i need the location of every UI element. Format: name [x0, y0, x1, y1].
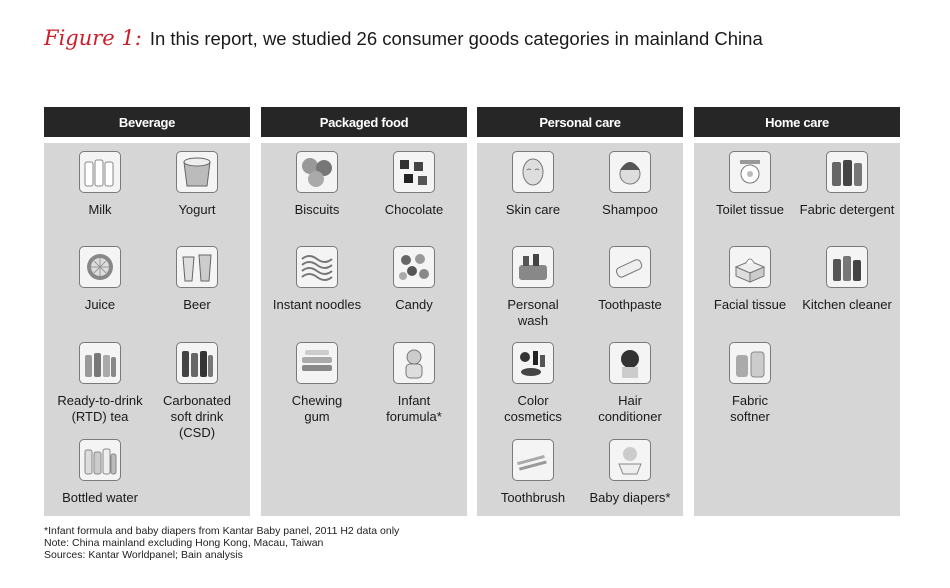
category-label: Hair conditioner	[598, 393, 662, 424]
category-label: Kitchen cleaner	[802, 297, 892, 312]
category-label: Bottled water	[62, 490, 138, 505]
personal-wash-icon	[512, 246, 554, 288]
category-item	[578, 342, 682, 425]
category-column	[694, 107, 900, 516]
category-column	[477, 107, 683, 516]
category-item	[481, 342, 585, 425]
footnotes	[44, 525, 399, 561]
category-item	[145, 246, 249, 313]
column-body	[44, 143, 250, 516]
column-body	[261, 143, 467, 516]
baby-diapers-icon	[609, 439, 651, 481]
category-label: Personal wash	[507, 297, 559, 328]
category-item	[481, 246, 585, 329]
beer-glasses-icon	[176, 246, 218, 288]
category-label: Ready-to-drink (RTD) tea	[57, 393, 143, 424]
category-item	[48, 246, 152, 313]
category-label: Milk	[88, 202, 112, 217]
category-item	[265, 151, 369, 218]
category-item	[578, 246, 682, 313]
category-label: Infant forumula*	[386, 393, 442, 424]
category-item	[48, 439, 152, 506]
figure-label: Figure 1:	[44, 26, 142, 50]
category-item	[795, 151, 899, 218]
column-body	[694, 143, 900, 516]
category-item	[265, 342, 369, 425]
category-item	[362, 342, 466, 425]
category-item	[698, 342, 802, 425]
chocolate-icon	[393, 151, 435, 193]
toothpaste-icon	[609, 246, 651, 288]
yogurt-cup-icon	[176, 151, 218, 193]
category-label: Toothbrush	[500, 490, 566, 505]
category-label: Chocolate	[384, 202, 444, 217]
category-label: Fabric softner	[730, 393, 770, 424]
footnote-sources: Sources: Kantar Worldpanel; Bain analysis	[44, 549, 243, 561]
category-label: Beer	[183, 297, 211, 312]
column-header: Personal care	[477, 107, 683, 137]
milk-bottles-icon	[79, 151, 121, 193]
column-body	[477, 143, 683, 516]
category-label: Toilet tissue	[716, 202, 784, 217]
kitchen-cleaner-icon	[826, 246, 868, 288]
toilet-tissue-icon	[729, 151, 771, 193]
category-item	[481, 151, 585, 218]
category-label: Toothpaste	[598, 297, 662, 312]
footnote-infant: *Infant formula and baby diapers from Kantar Baby panel, 2011 H2 data only	[44, 525, 400, 537]
category-item	[795, 246, 899, 313]
hair-conditioner-icon	[609, 342, 651, 384]
juice-icon	[79, 246, 121, 288]
candy-icon	[393, 246, 435, 288]
category-item	[48, 342, 152, 425]
category-item	[145, 151, 249, 218]
category-item	[48, 151, 152, 218]
detergent-bottles-icon	[826, 151, 868, 193]
category-column	[261, 107, 467, 516]
fabric-softener-icon	[729, 342, 771, 384]
category-column	[44, 107, 250, 516]
figure-title	[44, 26, 763, 50]
shampoo-icon	[609, 151, 651, 193]
chewing-gum-icon	[296, 342, 338, 384]
category-label: Instant noodles	[272, 297, 362, 312]
category-label: Color cosmetics	[504, 393, 562, 424]
toothbrush-icon	[512, 439, 554, 481]
category-label: Juice	[84, 297, 116, 312]
category-label: Shampoo	[602, 202, 658, 217]
figure-title-text: In this report, we studied 26 consumer goods categories in mainland China	[149, 28, 763, 49]
category-label: Baby diapers*	[589, 490, 671, 505]
facial-tissue-box-icon	[729, 246, 771, 288]
category-label: Fabric detergent	[799, 202, 895, 217]
category-item	[145, 342, 249, 441]
cosmetics-icon	[512, 342, 554, 384]
category-label: Yogurt	[178, 202, 216, 217]
category-label: Candy	[395, 297, 433, 312]
category-label: Chewing gum	[291, 393, 343, 424]
biscuits-icon	[296, 151, 338, 193]
category-item	[265, 246, 369, 313]
category-label: Skin care	[505, 202, 561, 217]
footnote-china: Note: China mainland excluding Hong Kong, Macau, Taiwan	[44, 537, 324, 549]
category-item	[578, 151, 682, 218]
category-item	[362, 151, 466, 218]
baby-formula-icon	[393, 342, 435, 384]
category-item	[698, 246, 802, 313]
category-label: Biscuits	[294, 202, 340, 217]
category-label: Facial tissue	[713, 297, 787, 312]
column-header: Beverage	[44, 107, 250, 137]
category-item	[481, 439, 585, 506]
soda-bottles-icon	[176, 342, 218, 384]
noodles-icon	[296, 246, 338, 288]
category-item	[362, 246, 466, 313]
tea-bottles-icon	[79, 342, 121, 384]
category-item	[698, 151, 802, 218]
water-bottles-icon	[79, 439, 121, 481]
column-header: Packaged food	[261, 107, 467, 137]
category-label: Carbonated soft drink (CSD)	[163, 393, 231, 440]
category-item	[578, 439, 682, 506]
skin-care-icon	[512, 151, 554, 193]
column-header: Home care	[694, 107, 900, 137]
